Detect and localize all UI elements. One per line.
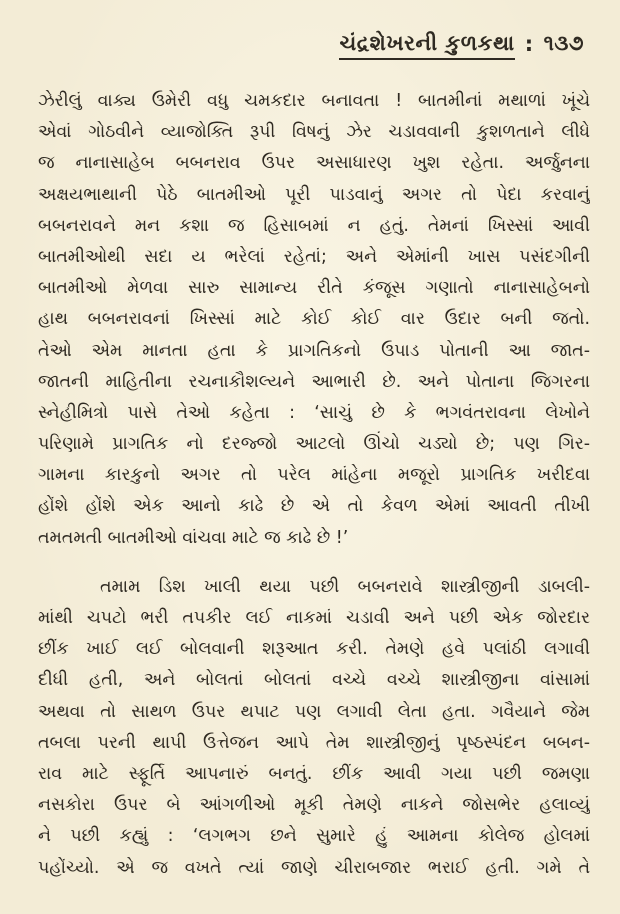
running-header-separator: : — [524, 32, 534, 56]
text-line: જાતની માહિતીના રચનાકૌશલ્યને આભારી છે. અને પોતાના જિગરના — [38, 371, 590, 392]
page-number: ૧૩૭ — [543, 31, 584, 55]
text-line: ઝેરીલું વાક્ય ઉમેરી વધુ ચમકદાર બનાવતા ! બાતમીનાં મથાળાં ખૂંચે — [38, 91, 590, 111]
body-text — [38, 86, 590, 884]
running-header-title: ચંદ્રશેખરની કુળકથા — [339, 31, 514, 60]
running-header — [339, 20, 584, 60]
text-line: ને પછી કહ્યું : ‘લગભગ છને સુમારે હું આમના કોલેજ હોલમાં — [38, 826, 590, 847]
text-line: પરિણામે પ્રાગતિક નો દરજ્જો આટલો ઊંચો ચડ્યો છે; પણ ગિર- — [38, 434, 590, 455]
text-line: હોંશે હોંશે એક આનો કાઢે છે એ તો કેવળ એમાં આવતી તીખી — [38, 496, 590, 517]
text-line: તેઓ એમ માનતા હતા કે પ્રાગતિકનો ઉપાડ પોતાની આ જાત- — [38, 340, 590, 361]
text-line: બાતમીઓ મેળવા સારુ સામાન્ય રીતે કંજૂસ ગણાતો નાનાસાહેબનો — [38, 278, 590, 299]
paragraph-gap — [38, 554, 590, 572]
text-line: તમતમતી બાતમીઓ વાંચવા માટે જ કાઢે છે !’ — [38, 527, 349, 548]
text-line: જ નાનાસાહેબ બબનરાવ ઉપર અસાધારણ ખુશ રહેતા. અર્જુનના — [38, 153, 590, 174]
text-line: બાતમીઓથી સદા ય ભરેલાં રહેતાં; અને એમાંની ખાસ પસંદગીની — [38, 246, 590, 267]
text-line: સ્નેહીમિત્રો પાસે તેઓ કહેતા : ‘સાચું છે કે ભગવંતરાવના લેખોને — [38, 402, 590, 423]
text-line: પહોંચ્યો. એ જ વખતે ત્યાં જાણે ચીરાબજાર ભરાઈ હતી. ગમે તે — [38, 857, 590, 878]
text-line: બબનરાવને મન કશા જ હિસાબમાં ન હતું. તેમનાં ખિસ્સાં આવી — [38, 215, 590, 236]
text-line: છીંક ખાઈ લઈ બોલવાની શરૂઆત કરી. તેમણે હવે પલાંઠી લગાવી — [38, 639, 590, 660]
paragraph — [38, 572, 590, 884]
text-line: દીધી હતી, અને બોલતાં બોલતાં વચ્ચે વચ્ચે શાસ્ત્રીજીના વાંસામાં — [38, 670, 590, 691]
text-line: ગામના કારકુનો અગર તો પરેલ માંહેના મજૂરો પ્રાગતિક ખરીદવા — [38, 465, 590, 486]
text-line: એવાં ગોઠવીને વ્યાજોક્તિ રૂપી વિષનું ઝેર ચડાવવાની કુશળતાને લીધે — [38, 122, 590, 143]
text-line: માંથી ચપટો ભરી તપકીર લઈ નાકમાં ચડાવી અને પછી એક જોરદાર — [38, 608, 590, 628]
text-line: અથવા તો સાથળ ઉપર થપાટ પણ લગાવી લેતા હતા. ગવૈયાને જેમ — [38, 701, 590, 722]
text-line: તમામ ડિશ ખાલી થયા પછી બબનરાવે શાસ્ત્રીજીની ડાબલી- — [100, 576, 590, 597]
text-line: અક્ષયભાથાની પેઠે બાતમીઓ પૂરી પાડવાનું અગર તો પેદા કરવાનું — [38, 184, 590, 205]
text-line: રાવ માટે સ્ફૂર્તિ આપનારું બનતું. છીંક આવી ગયા પછી જમણા — [38, 763, 590, 784]
paragraph — [38, 86, 590, 554]
text-line: નસકોરા ઉપર બે આંગળીઓ મૂકી તેમણે નાકને જોસભેર હલાવ્યું — [38, 795, 590, 816]
text-line: તબલા પરની થાપી ઉત્તેજન આપે તેમ શાસ્ત્રીજીનું પૃષ્ઠસ્પંદન બબન- — [38, 732, 590, 753]
text-line: હાથ બબનરાવનાં ખિસ્સાં માટે કોઈ કોઈ વાર ઉદાર બની જતો. — [38, 309, 590, 330]
